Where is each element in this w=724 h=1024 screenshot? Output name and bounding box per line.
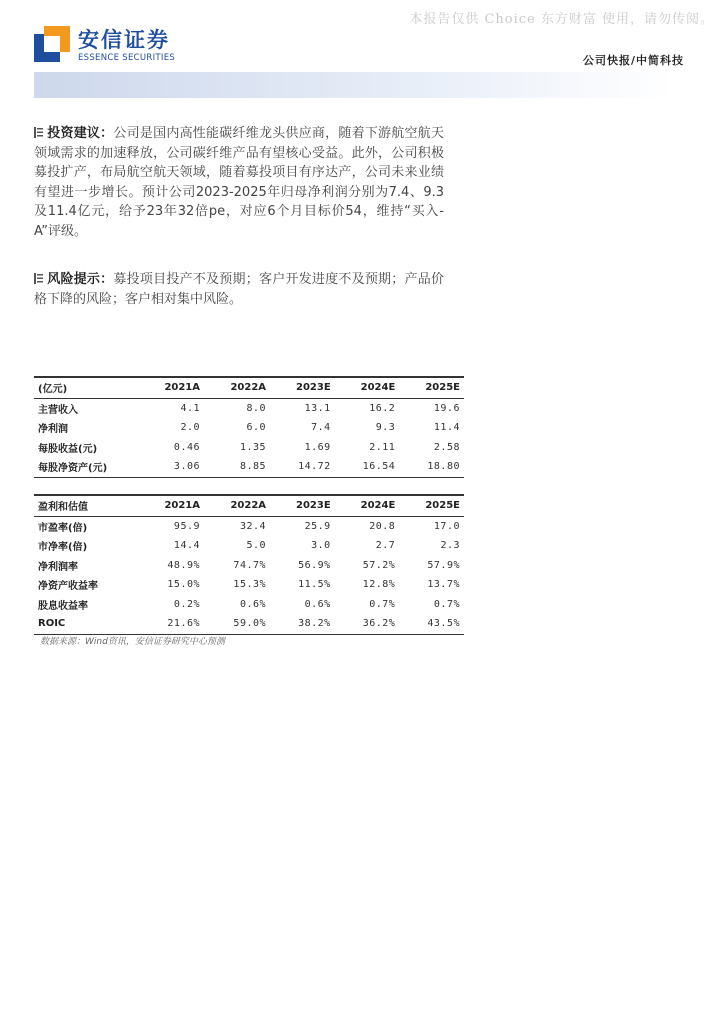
table-row [34,418,464,438]
table-cell: 3.06 [173,461,201,473]
table-cell: 57.2% [362,559,396,571]
table-cell: 11.5% [298,579,331,591]
table-header-cell: (亿元) [38,384,68,396]
table-header-cell: 2023E [296,382,331,394]
row-label: 净利润 [38,424,68,436]
table-header-cell: 盈利和估值 [38,502,88,514]
table-cell: 2.3 [440,540,460,552]
table-cell: 0.46 [173,441,201,453]
table-cell: 0.7% [369,598,396,610]
table-header-row [34,495,464,516]
table-header-cell: 2022A [230,382,267,394]
row-label: 市净率(倍) [38,542,88,554]
table-cell: 11.4 [433,422,460,434]
table-cell: 21.6% [167,618,201,630]
table-header-row [34,377,464,398]
table-cell: 43.5% [427,618,460,630]
table-cell: 12.8% [362,579,396,591]
report-type: 公司快报/中简科技 [582,54,684,67]
risk-text: 募投项目投产不及预期；客户开发进度不及预期；产品价格下降的风险；客户相对集中风险。 [34,272,444,307]
table-header-cell: 2025E [425,500,460,512]
table-cell: 8.85 [239,461,267,473]
watermark: 本报告仅供 Choice 东方财富 使用，请勿传阅。 [409,12,714,27]
table-cell: 17.0 [433,520,460,532]
table-cell: 38.2% [298,618,331,630]
table-cell: 2.11 [369,441,396,453]
table-cell: 59.0% [233,618,267,630]
table-cell: 1.69 [304,441,331,453]
table-cell: 48.9% [167,559,201,571]
table-cell: 1.35 [239,441,267,453]
investment-label: 投资建议： [47,126,114,141]
table-cell: 56.9% [298,559,331,571]
table-cell: 57.9% [427,559,460,571]
data-source-note: 数据来源：Wind资讯，安信证券研究中心预测 [40,637,225,647]
investment-paragraph [34,124,444,241]
table-cell: 25.9 [304,520,331,532]
table-row [34,398,464,418]
header-band [34,72,674,98]
table-row [34,438,464,458]
table-cell: 0.7% [433,598,460,610]
table-cell: 2.58 [433,441,460,453]
table-header-cell: 2022A [230,500,267,512]
brand-name-cn: 安信证券 [78,28,170,52]
table-row [34,516,464,536]
table-cell: 74.7% [233,559,267,571]
table-cell: 15.3% [233,579,267,591]
list-bullet-icon [34,127,44,138]
table-row [34,536,464,556]
row-label: 每股净资产(元) [38,463,108,475]
table-cell: 6.0 [246,422,267,434]
row-label: 主营收入 [38,404,78,416]
table-cell: 16.2 [369,402,396,414]
table-header-cell: 2024E [360,500,396,512]
table-header-cell: 2021A [164,500,201,512]
table-cell: 14.72 [298,461,331,473]
table-row [34,457,464,477]
table-header-cell: 2021A [164,382,201,394]
brand-name-en: ESSENCE SECURITIES [78,53,176,63]
table-cell: 0.6% [304,598,331,610]
row-label: 净利润率 [38,561,78,573]
table-cell: 18.80 [427,461,460,473]
table-cell: 19.6 [433,402,460,414]
table-cell: 32.4 [239,520,267,532]
valuation-table [34,494,464,635]
table-cell: 8.0 [246,402,267,414]
table-header-cell: 2024E [360,382,396,394]
table-row [34,575,464,595]
table-row [34,614,464,634]
table-cell: 95.9 [173,520,201,532]
list-bullet-icon [34,273,44,284]
table-cell: 20.8 [369,520,396,532]
risk-paragraph [34,270,444,309]
table-cell: 7.4 [311,422,331,434]
table-row [34,556,464,576]
brand-logo [34,26,214,66]
risk-label: 风险提示： [47,272,114,287]
logo-mark-icon [34,26,70,62]
table-cell: 5.0 [246,540,267,552]
table-cell: 16.54 [362,461,396,473]
table-cell: 9.3 [375,422,396,434]
table-cell: 3.0 [311,540,331,552]
table-cell: 13.7% [427,579,460,591]
table-header-cell: 2025E [425,382,460,394]
row-label: 每股收益(元) [38,443,98,455]
table-cell: 2.0 [180,422,201,434]
table-cell: 36.2% [362,618,396,630]
table-header-cell: 2023E [296,500,331,512]
row-label: 市盈率(倍) [38,522,88,534]
investment-text: 公司是国内高性能碳纤维龙头供应商，随着下游航空航天领域需求的加速释放，公司碳纤维产品有望核心受益。此外，公司积极募投扩产，布局航空航天领域，随着募投项目有序达产，公司未来业绩有望进一步增长。预计公司2023-2025年归母净利润分别为7.4、9.3及11.4亿元，给予23年32倍pe，对应6个月目标价54，维持“买入-A”评级。 [34,126,444,239]
table-cell: 2.7 [375,540,396,552]
table-cell: 14.4 [173,540,201,552]
table-cell: 15.0% [167,579,201,591]
table-cell: 13.1 [304,402,331,414]
table-row [34,595,464,615]
table-cell: 4.1 [180,402,201,414]
table-cell: 0.2% [173,598,201,610]
table-cell: 0.6% [239,598,267,610]
row-label: 净资产收益率 [38,581,98,593]
row-label: ROIC [38,618,66,630]
financial-summary-table [34,376,464,478]
row-label: 股息收益率 [38,600,88,612]
